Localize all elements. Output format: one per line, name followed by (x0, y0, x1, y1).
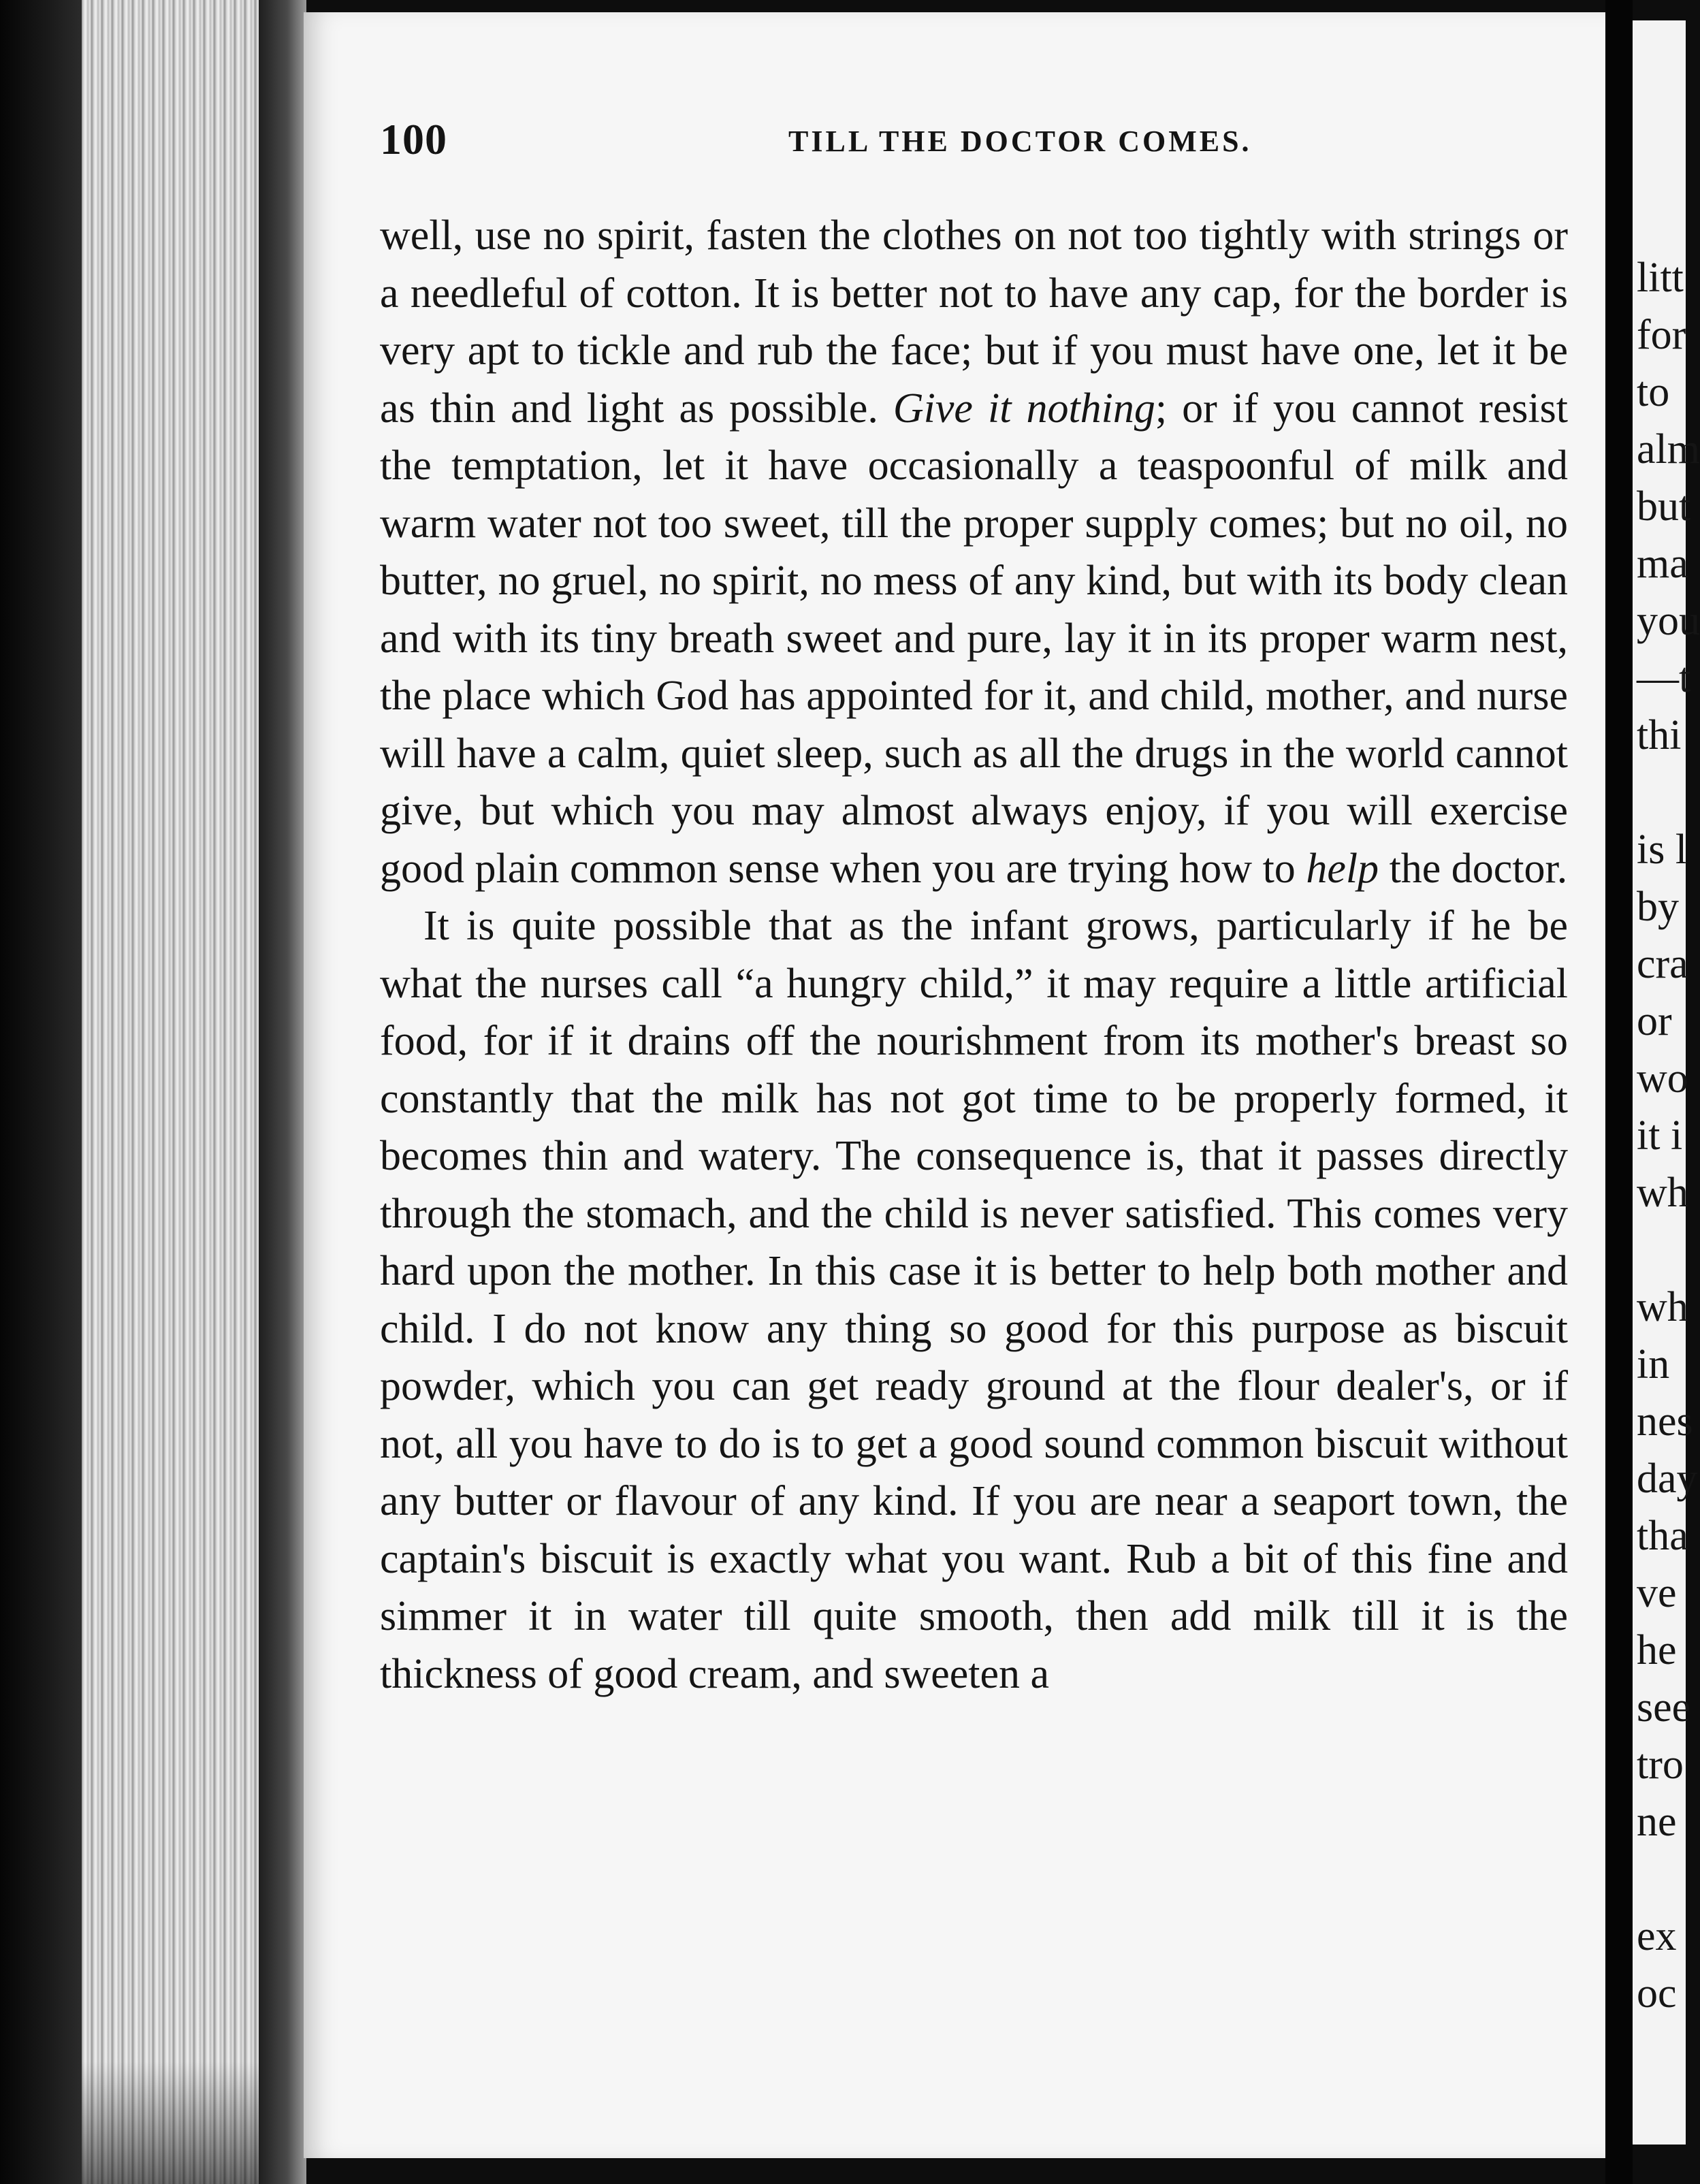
facing-line-fragment: to (1637, 369, 1670, 415)
facing-line-fragment: is l (1637, 826, 1688, 873)
facing-line-fragment: day (1637, 1456, 1698, 1502)
facing-line-fragment: you (1637, 598, 1700, 644)
page-number: 100 (380, 115, 447, 163)
text-run: the doctor. (1379, 845, 1568, 892)
facing-page-text (1637, 249, 1700, 2022)
page-header (380, 114, 1530, 176)
facing-line-fragment: wh (1637, 1170, 1688, 1216)
book-page (304, 12, 1605, 2158)
text-run: It is quite possible that as the infant grows, particularly if he be what the nurses call “a hungry child,” it may require a little artificial food, for if it drains off the nourishment from its mother's breast so constantly that the milk has not got time to be properly formed, it becomes thin and watery. The consequence is, that it passes directly through the stomach, and the child is never satisfied. This comes very hard upon the mother. In this case it is better to help both mother and child. I do not know any thing so good for this purpose as biscuit powder, which you can get ready ground at the flour dealer's, or if not, all you have to do is to get a good sound common biscuit without any butter or flavour of any kind. If you are near a seaport town, the captain's biscuit is exactly what you want. Rub a bit of this fine and simmer it in water till quite smooth, then add milk till it is the thickness of good cream, and sweeten a (380, 903, 1568, 1697)
facing-page (1633, 20, 1700, 2145)
facing-line-fragment: for (1637, 312, 1686, 358)
facing-line-fragment: in (1637, 1341, 1670, 1387)
facing-line-fragment (1637, 1850, 1700, 1908)
italic-text: help (1306, 845, 1379, 892)
text-run: well, use no spirit, fasten the clothes on not too tightly with strings or a needleful of cotton. It is better not to have any cap, for the border is very apt to tickle and rub the face; but if you must have one, let it be as thin and light as possible. (380, 212, 1568, 432)
facing-line-fragment: litt (1637, 255, 1684, 301)
facing-line-fragment: tro (1637, 1741, 1684, 1788)
facing-line-fragment: tha (1637, 1513, 1688, 1559)
facing-line-fragment: it i (1637, 1112, 1683, 1159)
facing-line-fragment: but (1637, 483, 1691, 530)
facing-line-fragment: or (1637, 998, 1672, 1044)
facing-line-fragment: see (1637, 1684, 1691, 1731)
gutter-shadow (259, 0, 306, 2184)
facing-line-fragment: ex (1637, 1913, 1677, 1959)
facing-line-fragment (1637, 1221, 1700, 1279)
body-text (380, 207, 1568, 1703)
facing-line-fragment: cra (1637, 941, 1688, 987)
facing-line-fragment: ne (1637, 1799, 1677, 1845)
facing-line-fragment: wo (1637, 1055, 1688, 1102)
facing-line-fragment: thi (1637, 712, 1682, 758)
facing-line-fragment: nes (1637, 1398, 1693, 1445)
facing-line-fragment: wh (1637, 1284, 1688, 1330)
facing-line-fragment (1637, 764, 1700, 821)
facing-line-fragment: alm (1637, 426, 1700, 472)
paragraph (380, 207, 1568, 897)
facing-line-fragment: ma (1637, 541, 1688, 587)
italic-text: Give it nothing (893, 385, 1155, 432)
book-cover-edge (0, 0, 82, 2184)
paragraph (380, 897, 1568, 1703)
facing-line-fragment: —t (1637, 655, 1691, 701)
facing-line-fragment: by (1637, 884, 1679, 930)
text-run: ; or if you cannot resist the temptation, let it have occasionally a teaspoonful of milk and warm water not too sweet, till the proper supply comes; but no oil, no butter, no gruel, no spirit, no mess of any kind, but with its body clean and with its tiny breath sweet and pure, lay it in its proper warm nest, the place which God has appointed for it, and child, mother, and nurse will have a calm, quiet sleep, such as all the drugs in the world cannot give, but which you may almost always enjoy, if you will exercise good plain common sense when you are trying how to (380, 385, 1568, 892)
facing-line-fragment: he (1637, 1627, 1677, 1673)
facing-line-fragment: ve (1637, 1570, 1677, 1616)
facing-line-fragment: oc (1637, 1970, 1677, 2017)
running-head: TILL THE DOCTOR COMES. (788, 125, 1252, 158)
right-gutter (1605, 0, 1633, 2184)
